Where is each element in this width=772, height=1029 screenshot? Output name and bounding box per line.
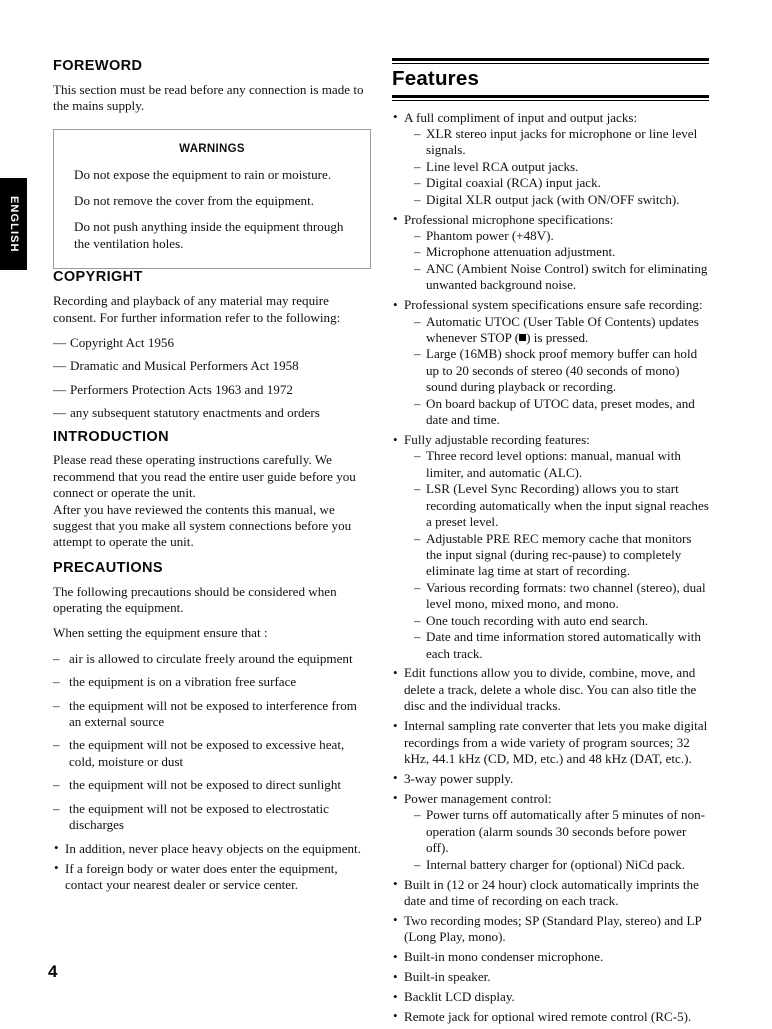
dash-marker: – [414,448,421,464]
feature-item-text: Built-in mono condenser microphone. [404,949,604,965]
feature-subitem-text: Large (16MB) shock proof memory buffer can hold up to 20 seconds of stereo (40 seconds of mono) sound during playback or recording. [426,346,698,395]
bullet-marker: • [393,968,398,984]
feature-subitem [414,192,709,208]
feature-subitem [414,629,709,662]
list-item [53,335,371,351]
dash-marker: – [414,346,421,362]
dash-marker: – [53,697,60,713]
feature-subitem-text: Automatic UTOC (User Table Of Contents) updates whenever STOP ( [426,313,699,345]
feature-subitem-text: ) is pressed. [526,330,589,345]
list-item [53,801,371,834]
bullet-marker: • [393,431,398,447]
bullet-marker: • [393,876,398,891]
copyright-list [53,335,371,422]
emdash-marker: — [53,358,67,374]
bullet-marker: • [393,988,398,1004]
list-item [53,405,371,421]
language-tab-english [0,178,27,270]
dash-marker: – [414,807,421,823]
feature-subitem [414,346,709,395]
bullet-marker: • [54,860,59,876]
list-item [53,777,371,793]
bullet-marker: • [393,948,398,964]
feature-item [392,771,709,787]
emdash-marker: — [53,334,67,350]
list-item-text: air is allowed to circulate freely around the equipment [69,650,353,666]
warnings-title: WARNINGS [179,142,245,155]
page-number: 4 [48,962,58,981]
list-item-text: Dramatic and Musical Performers Act 1958 [70,358,299,374]
feature-subitem-text: Internal battery charger for (optional) NiCd pack. [426,856,685,872]
feature-subitem [414,580,709,613]
feature-item [392,989,709,1005]
feature-item-text: Backlit LCD display. [404,989,515,1005]
feature-item-text: Professional microphone specifications: [404,211,614,227]
feature-subitem-list [414,314,709,429]
list-item [53,382,371,398]
feature-subitem-text: Digital coaxial (RCA) input jack. [426,175,601,191]
bullet-marker: • [393,770,398,786]
feature-item [392,718,709,767]
warning-item: Do not push anything inside the equipment through the ventilation holes. [74,219,344,251]
dash-marker: – [414,612,421,628]
dash-marker: – [414,191,421,207]
dash-marker: – [414,125,421,141]
dash-marker: – [53,800,60,816]
feature-subitem [414,261,709,294]
dash-marker: – [414,856,421,872]
feature-subitem-text: One touch recording with auto end search. [426,612,649,628]
list-item-text: the equipment will not be exposed to interference from an external source [69,697,357,730]
list-item [53,841,371,857]
feature-subitem-list [414,126,709,208]
warnings-box [53,129,371,270]
warning-item: Do not remove the cover from the equipment. [74,193,314,208]
feature-subitem-text: On board backup of UTOC data, preset modes, and date and time. [426,395,695,428]
feature-subitem-group [414,807,709,873]
foreword-paragraph: This section must be read before any connection is made to the mains supply. [53,81,364,114]
rule-thin [392,100,709,101]
feature-item [392,665,709,714]
dash-marker: – [414,481,421,497]
feature-subitem-text: Microphone attenuation adjustment. [426,244,616,260]
bullet-marker: • [393,1008,398,1024]
feature-item [392,949,709,965]
feature-item [392,969,709,985]
list-item-text: In addition, never place heavy objects on the equipment. [65,840,361,856]
feature-subitem-text: Date and time information stored automatically with each track. [426,629,701,661]
list-item-text: the equipment is on a vibration free surface [69,674,297,690]
feature-subitem [414,228,709,244]
bullet-marker: • [54,840,59,856]
feature-subitem-text: XLR stereo input jacks for microphone or line level signals. [426,125,698,158]
feature-item-text: Power management control: [404,790,552,806]
list-item [53,651,371,667]
dash-marker: – [414,530,421,546]
features-header [392,58,709,101]
bullet-marker: • [393,912,398,928]
feature-subitem-text: Adjustable PRE REC memory cache that monitors the input signal (during rec-pause) to completely eliminate lag time at start of recording. [426,530,692,579]
feature-item-text: Remote jack for optional wired remote control (RC-5). [404,1008,692,1024]
rule-thin [392,63,709,64]
feature-subitem [414,314,709,347]
dash-marker: – [53,650,60,666]
emdash-marker: — [53,381,67,397]
language-tab-label: ENGLISH [8,195,20,253]
feature-item-text: Built in (12 or 24 hour) clock automatically imprints the date and time of recording on each track. [404,876,699,908]
heading-copyright: COPYRIGHT [53,269,143,286]
feature-item-text: Professional system specifications ensure safe recording: [404,297,703,313]
list-item [53,737,371,770]
header-rule-top [392,58,709,64]
list-item-text: the equipment will not be exposed to electrostatic discharges [69,800,329,833]
dash-marker: – [414,313,421,329]
list-item-text: the equipment will not be exposed to direct sunlight [69,777,342,793]
bullet-marker: • [393,109,398,125]
feature-subitem-text: Three record level options: manual, manual with limiter, and automatic (ALC). [426,448,681,480]
feature-subitem-text: LSR (Level Sync Recording) allows you to start recording automatically when the input signal reaches a preset level. [426,481,709,530]
feature-item-text: Internal sampling rate converter that lets you make digital recordings from a wide variety of program sources; 32 kHz, 44.1 kHz (CD, MD, etc.) and 48 kHz (DAT, etc.). [404,718,708,767]
dash-marker: – [414,395,421,411]
emdash-marker: — [53,405,67,421]
feature-item [392,913,709,946]
dash-marker: – [414,175,421,191]
feature-subitem [414,613,709,629]
dash-marker: – [414,579,421,595]
feature-subitem-list [414,807,709,873]
feature-subitem [414,159,709,175]
feature-item [392,1009,709,1025]
list-item [53,698,371,731]
list-item-text: the equipment will not be exposed to excessive heat, cold, moisture or dust [69,737,345,769]
heading-introduction: INTRODUCTION [53,428,169,445]
feature-item [392,212,709,294]
copyright-paragraph: Recording and playback of any material may require consent. For further information refer to the following: [53,293,341,325]
feature-subitem-list [414,448,709,661]
heading-foreword: FOREWORD [53,58,143,74]
feature-subitem [414,531,709,580]
feature-item [392,877,709,910]
feature-subitem-text: Line level RCA output jacks. [426,158,579,174]
dash-marker: – [414,244,421,260]
feature-subitem [414,807,709,856]
dash-marker: – [414,629,421,645]
list-item-text: Performers Protection Acts 1963 and 1972 [70,381,293,397]
feature-subitem-list [414,228,709,294]
feature-item [392,110,709,209]
feature-subitem-text: Power turns off automatically after 5 minutes of non-operation (alarm sounds 30 seconds before power off). [426,807,706,856]
introduction-paragraph-2: After you have reviewed the contents this manual, we suggest that you make all system connections before you attempt to operate the unit. [53,501,352,550]
list-item-text: any subsequent statutory enactments and orders [70,405,320,421]
feature-subitem-group [414,228,709,294]
dash-marker: – [53,777,60,793]
left-column [53,58,371,897]
dash-marker: – [414,260,421,276]
feature-item [392,432,709,662]
introduction-paragraph-1: Please read these operating instructions carefully. We recommend that you read the entire user guide before you connect or operate the unit. [53,452,356,501]
feature-subitem [414,244,709,260]
list-item [53,358,371,374]
dash-marker: – [53,674,60,690]
page-title: Features [392,67,480,90]
warning-item: Do not expose the equipment to rain or moisture. [74,166,332,182]
feature-item-text: Built-in speaker. [404,969,491,985]
feature-item [392,297,709,428]
feature-item-text: Two recording modes; SP (Standard Play, stereo) and LP (Long Play, mono). [404,912,702,945]
feature-subitem [414,396,709,429]
precautions-bullet-list [53,841,371,894]
feature-subitem [414,448,709,481]
precautions-dash-list [53,651,371,834]
list-item-text: If a foreign body or water does enter the equipment, contact your nearest dealer or service center. [65,860,338,892]
feature-subitem-text: ANC (Ambient Noise Control) switch for eliminating unwanted background noise. [426,260,708,293]
feature-subitem-group [414,448,709,661]
bullet-marker: • [393,790,398,806]
bullet-marker: • [393,211,398,227]
right-column [392,58,709,1029]
header-rule-bottom [392,95,709,101]
feature-item-text: 3-way power supply. [404,770,514,786]
bullet-marker: • [393,717,398,733]
feature-item-text: A full compliment of input and output jacks: [404,109,638,125]
feature-subitem [414,857,709,873]
precautions-paragraph-1: The following precautions should be considered when operating the equipment. [53,583,337,615]
feature-subitem-text: Digital XLR output jack (with ON/OFF switch). [426,191,680,207]
list-item-text: Copyright Act 1956 [70,334,175,350]
heading-precautions: PRECAUTIONS [53,559,163,576]
feature-item [392,791,709,873]
feature-item-text: Fully adjustable recording features: [404,432,590,448]
feature-subitem [414,126,709,159]
list-item [53,861,371,894]
dash-marker: – [414,227,421,243]
features-list [392,110,709,1026]
feature-subitem [414,481,709,530]
bullet-marker: • [393,296,398,312]
dash-marker: – [414,158,421,174]
feature-subitem-text: Various recording formats: two channel (stereo), dual level mono, mixed mono, and mono. [426,579,706,612]
dash-marker: – [53,737,60,753]
feature-item-text: Edit functions allow you to divide, combine, move, and delete a track, delete a whole disc. You can also title the disc and the individual tracks. [404,665,697,714]
precautions-paragraph-2: When setting the equipment ensure that : [53,625,268,641]
feature-subitem-group [414,126,709,208]
bullet-marker: • [393,664,398,680]
feature-subitem [414,175,709,191]
list-item [53,674,371,690]
feature-subitem-text: Phantom power (+48V). [426,227,554,243]
feature-subitem-group [414,314,709,429]
